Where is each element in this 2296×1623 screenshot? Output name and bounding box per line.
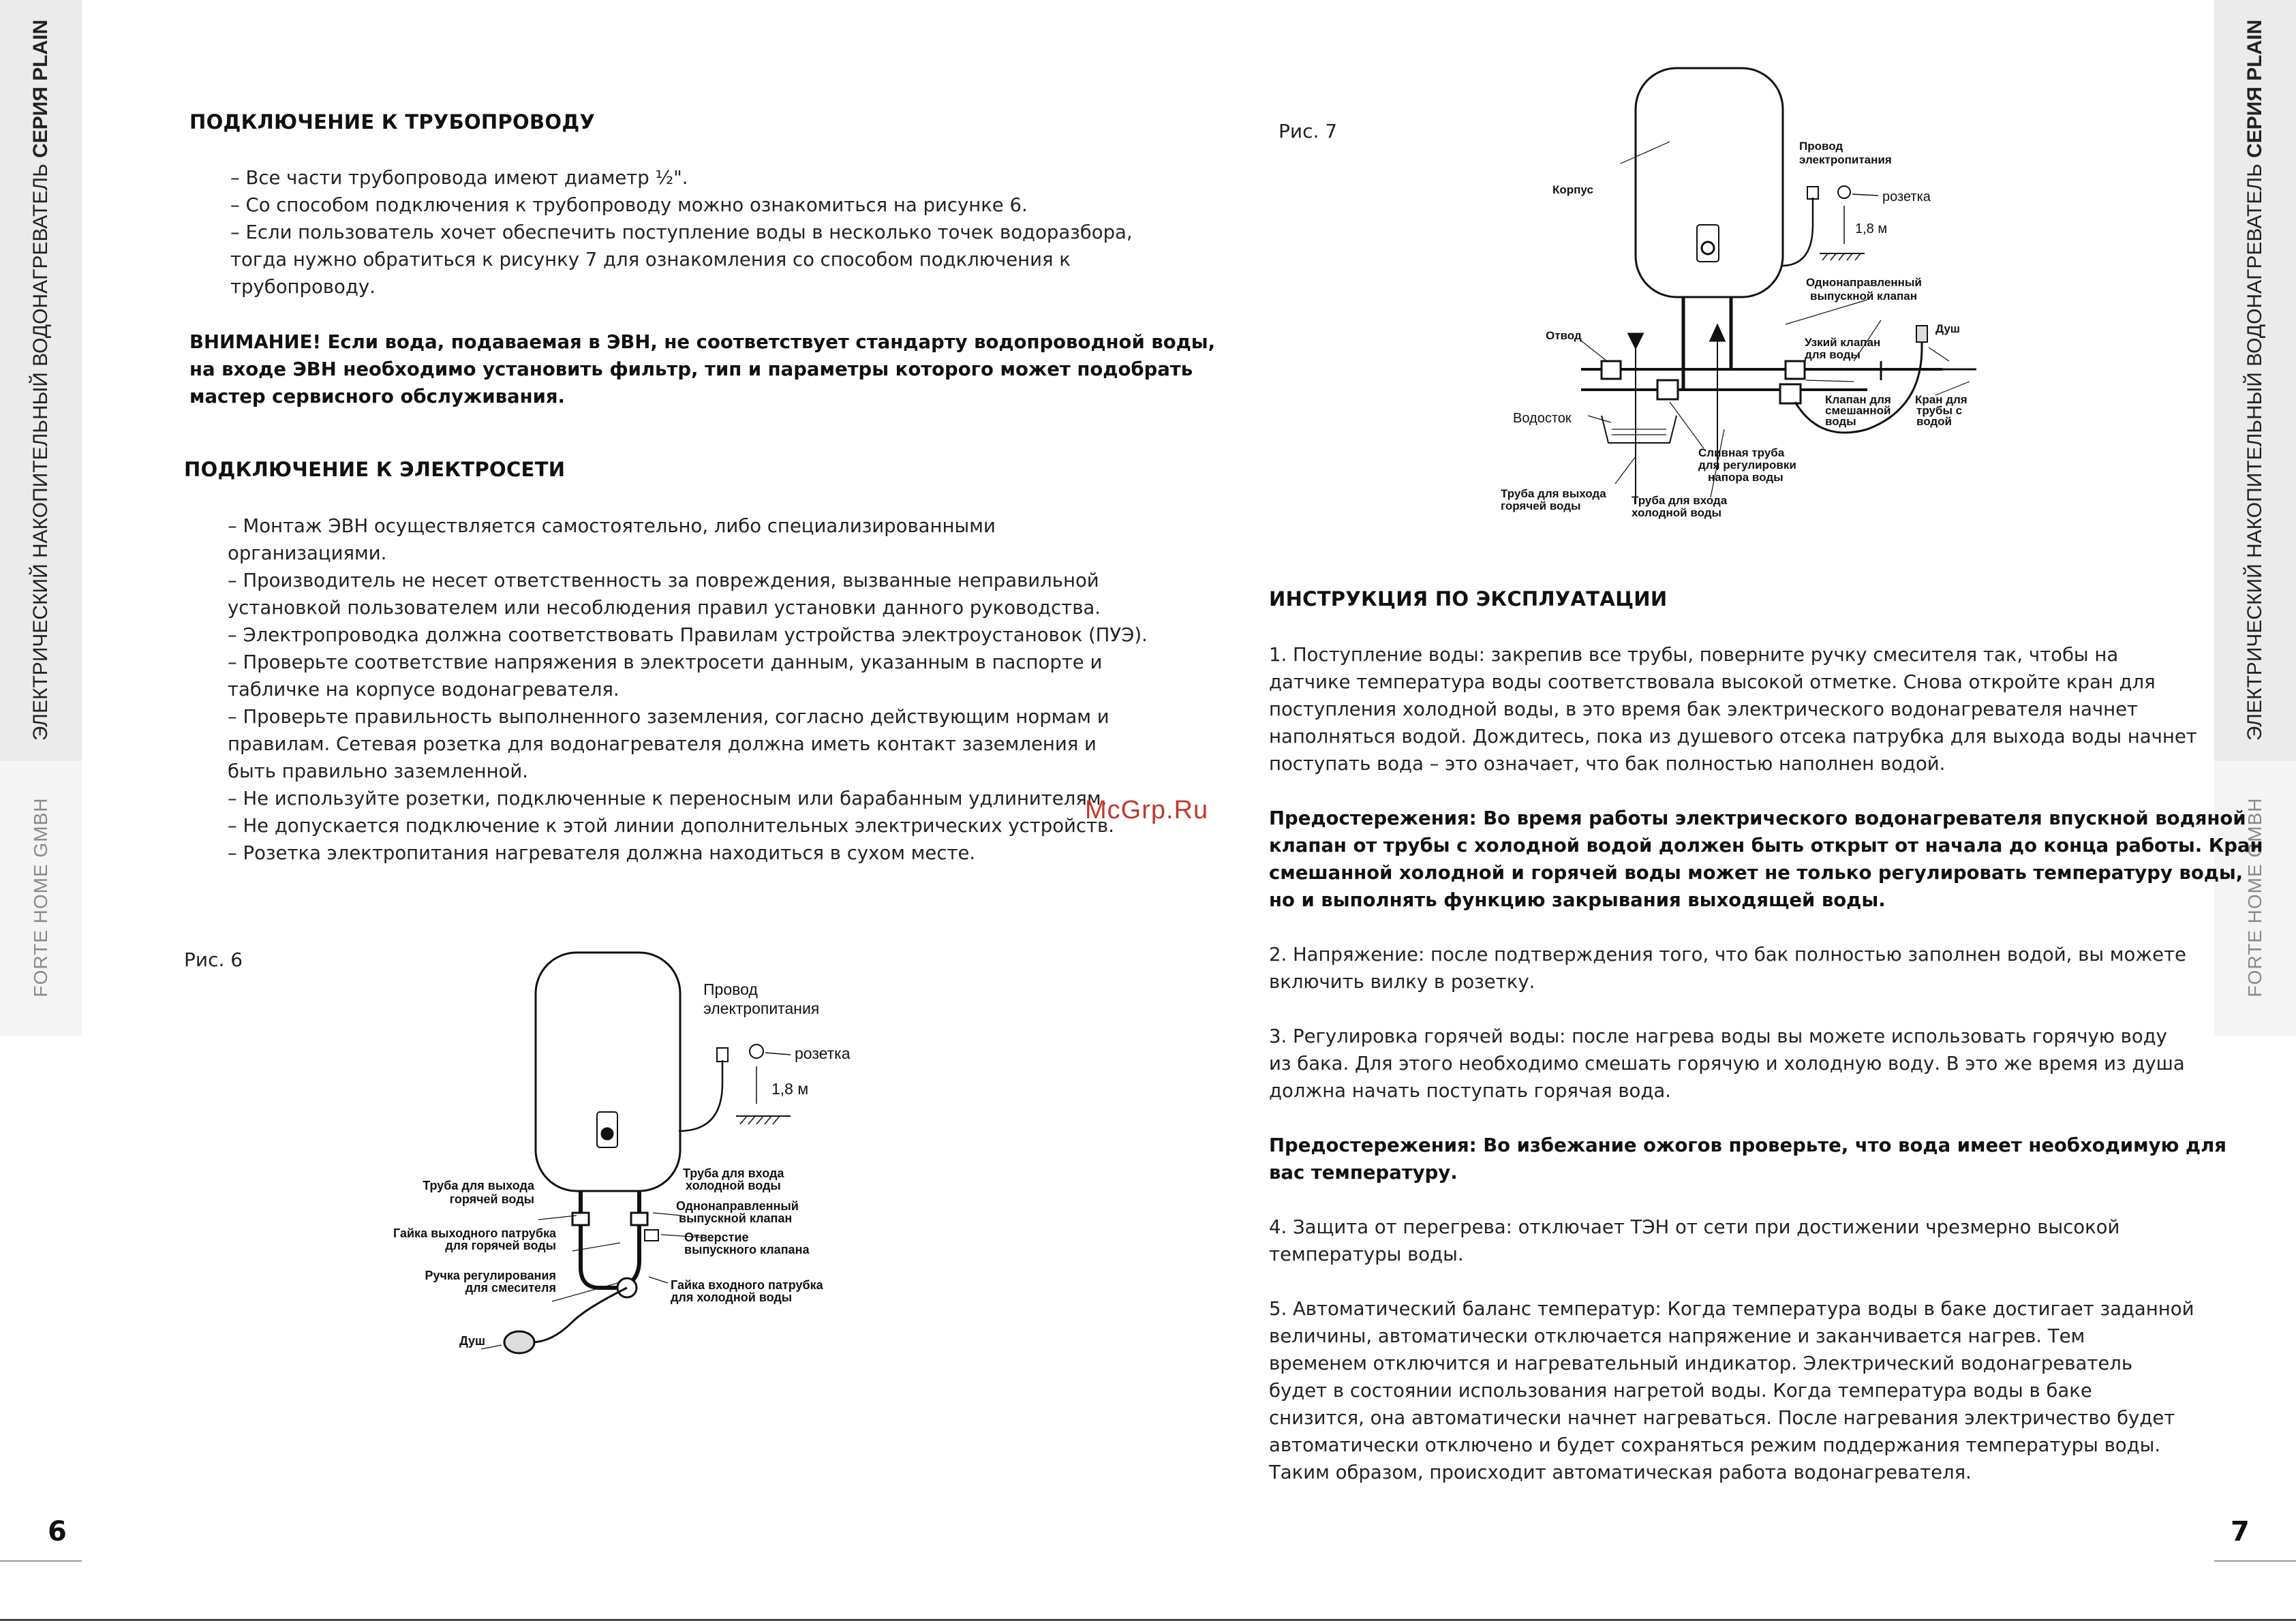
fig7-hot-out-2: горячей воды <box>1501 499 1581 512</box>
sidebar-title-band <box>0 0 82 761</box>
fig7-cold-in-2: холодной воды <box>1632 506 1722 519</box>
bottom-rule <box>0 1619 2296 1621</box>
piping-line: – Со способом подключения к трубопроводу можно ознакомиться на рисунке 6. <box>230 194 1028 216</box>
fig7-drain-label: Водосток <box>1513 411 1572 426</box>
fig7-drain-pipe-2: для регулировки <box>1698 459 1796 472</box>
fig7-height-label: 1,8 м <box>1855 221 1888 236</box>
piping-list <box>230 164 1133 300</box>
electric-line: – Розетка электропитания нагревателя должна находиться в сухом месте. <box>228 842 976 864</box>
electric-line: – Монтаж ЭВН осуществляется самостоятельно, либо специализированными <box>228 515 996 537</box>
fig6-valve-hole-2: выпускного клапана <box>684 1243 810 1256</box>
page-number-left: 6 <box>48 1516 67 1547</box>
fig6-power-cable <box>679 1060 722 1131</box>
electric-line: установкой пользователем или несоблюдения правил установки данного руководства. <box>228 597 1101 619</box>
fig6-cold-pipe <box>622 1191 639 1288</box>
fig6-socket-icon <box>750 1045 763 1058</box>
fig6-cold-nut-2: для холодной воды <box>671 1290 793 1304</box>
fig7-cold-in-1: Труба для входа <box>1632 494 1728 507</box>
fig6-socket-label: розетка <box>795 1045 851 1062</box>
operation-p2 <box>1269 941 2186 995</box>
op-line: снизится, она автоматически начнет нагреваться. После нагревания электричество будет <box>1269 1407 2175 1429</box>
fig7-tap-2: трубы с <box>1916 404 1963 417</box>
sidebar-title <box>29 20 52 741</box>
op-warning-line: клапан от трубы с холодной водой должен быть открыт от начала до конца работы. Кран <box>1269 835 2263 856</box>
fig6-hot-out-2: горячей воды <box>449 1192 534 1206</box>
fig7-power-cable <box>1781 198 1813 266</box>
fig7-drain-pipe-3: напора воды <box>1708 471 1784 484</box>
fig6-height-label: 1,8 м <box>771 1080 809 1098</box>
op-line: 5. Автоматический баланс температур: Когда температура воды в баке достигает заданной <box>1269 1298 2194 1320</box>
op-line: Таким образом, происходит автоматическая работа водонагревателя. <box>1269 1462 1972 1483</box>
sidebar-title-bold-right: СЕРИЯ PLAIN <box>2244 19 2266 158</box>
warning-line: на входе ЭВН необходимо установить фильтр, тип и параметры которого может подобрать <box>189 358 1193 380</box>
operation-warning-1 <box>1269 805 2263 914</box>
page-number-rule-right <box>2214 1560 2296 1562</box>
sidebar-brand-right: FORTE HOME GMBH <box>2244 797 2265 998</box>
fig6-cold-in-2: холодной воды <box>686 1179 781 1192</box>
fig7-diagram <box>1499 61 2004 538</box>
piping-line: трубопроводу. <box>230 276 376 298</box>
op-line: будет в состоянии использования нагретой воды. Когда температура воды в баке <box>1269 1380 2092 1402</box>
fig7-body-label: Корпус <box>1552 183 1593 196</box>
piping-warning <box>189 328 1215 410</box>
op-line: 3. Регулировка горячей воды: после нагрева воды вы можете использовать горячую воду <box>1269 1025 2167 1047</box>
electric-line: табличке на корпусе водонагревателя. <box>228 679 619 700</box>
fig7-branch-label: Отвод <box>1546 329 1582 342</box>
operation-title: ИНСТРУКЦИЯ ПО ЭКСПЛУАТАЦИИ <box>1269 587 1668 610</box>
left-sidebar <box>0 0 82 1594</box>
fig7-heater-tank <box>1636 68 1783 297</box>
fig7-tap-1: Кран для <box>1915 393 1968 406</box>
electric-line: – Производитель не несет ответственность за повреждения, вызванные неправильной <box>228 570 1099 591</box>
fig6-plug <box>717 1048 728 1062</box>
fig7-label: Рис. 7 <box>1279 120 1338 142</box>
electric-list <box>228 512 1148 867</box>
op-line: временем отключится и нагревательный индикатор. Электрический водонагреватель <box>1269 1352 2133 1374</box>
electric-line: быть правильно заземленной. <box>228 760 528 782</box>
fig7-check-valve-2: выпускной клапан <box>1810 290 1918 303</box>
electric-line: – Проверьте соответствие напряжения в электросети данным, указанным в паспорте и <box>228 651 1103 673</box>
fig7-indicator <box>1697 225 1719 262</box>
op-line: поступления холодной воды, в это время бак электрического водонагревателя начнет <box>1269 698 2139 720</box>
fig7-socket-icon <box>1838 186 1850 198</box>
fig6-hot-pipe <box>581 1191 627 1288</box>
fig6-valve-hole-1: Отверстие <box>684 1231 749 1244</box>
op-line: наполняться водой. Дождитесь, пока из душевого отсека патрубка для выхода воды начнет <box>1269 726 2197 747</box>
fig6-cable-label-1: Провод <box>703 980 758 998</box>
op-warning-line: Предостережения: Во время работы электрического водонагревателя впускной водяной <box>1269 807 2246 829</box>
fig6-mixer-handle-2: для смесителя <box>465 1281 556 1295</box>
electric-line: организациями. <box>228 542 387 564</box>
electric-line: – Проверьте правильность выполненного заземления, согласно действующим нормам и <box>228 706 1109 728</box>
fig6-check-valve-1: Однонаправленный <box>676 1199 799 1213</box>
electric-line: правилам. Сетевая розетка для водонагревателя должна иметь контакт заземления и <box>228 733 1097 755</box>
fig6-diagram <box>368 940 927 1376</box>
fig7-mix-valve-1: Клапан для <box>1825 393 1891 406</box>
sidebar-title-right <box>2244 20 2267 741</box>
op-line: 2. Напряжение: после подтверждения того, что бак полностью заполнен водой, вы можете <box>1269 944 2186 965</box>
fig6-hot-nut-2: для горячей воды <box>445 1239 556 1252</box>
fig7-tap-3: водой <box>1916 415 1953 428</box>
operation-p1 <box>1269 641 2197 777</box>
fig6-hot-out-1: Труба для выхода <box>423 1179 534 1192</box>
fig6-label: Рис. 6 <box>184 948 243 971</box>
warning-line: ВНИМАНИЕ! Если вода, подаваемая в ЭВН, не соответствует стандарту водопроводной воды, <box>189 331 1216 353</box>
fig7-drain-pipe-1: Сливная труба <box>1698 446 1785 459</box>
electric-line: – Не используйте розетки, подключенные к переносным или барабанным удлинителям. <box>228 788 1107 809</box>
op-line: 4. Защита от перегрева: отключает ТЭН от сети при достижении чрезмерно высокой <box>1269 1216 2120 1238</box>
fig7-cable-2: электропитания <box>1799 153 1892 166</box>
op-line: поступать вода – это означает, что бак полностью наполнен водой. <box>1269 753 1946 775</box>
fig7-shower-head <box>1916 326 1927 342</box>
fig7-indicator-light <box>1702 242 1714 254</box>
electric-line: – Электропроводка должна соответствовать Правилам устройства электроустановок (ПУЭ). <box>228 624 1148 646</box>
fig6-check-valve-2: выпускной клапан <box>679 1211 793 1225</box>
piping-line: тогда нужно обратиться к рисунку 7 для ознакомления со способом подключения к <box>230 249 1071 270</box>
op-line: включить вилку в розетку. <box>1269 971 1535 993</box>
right-sidebar <box>2214 0 2296 1594</box>
fig6-indicator-light <box>602 1128 613 1139</box>
op-line: должна начать поступать горячая вода. <box>1269 1080 1671 1102</box>
sidebar-title-band-right <box>2214 0 2296 761</box>
page-number-rule-left <box>0 1560 82 1562</box>
fig6-heater-tank <box>536 953 680 1191</box>
fig7-cable-1: Провод <box>1799 140 1843 153</box>
operation-p5 <box>1269 1295 2194 1486</box>
fig6-hot-nut-1: Гайка выходного патрубка <box>393 1226 556 1240</box>
operation-p3 <box>1269 1023 2185 1104</box>
fig6-shower-label: Душ <box>459 1334 486 1348</box>
watermark: McGrp.Ru <box>1085 796 1209 824</box>
operation-p4 <box>1269 1214 2119 1268</box>
fig7-check-valve-1: Однонаправленный <box>1806 276 1922 289</box>
op-line: датчике температура воды соответствовала высокой отметке. Снова откройте кран для <box>1269 671 2156 693</box>
fig6-shower-hose <box>532 1288 627 1342</box>
op-warning-line: вас температуру. <box>1269 1162 1458 1184</box>
op-line: температуры воды. <box>1269 1243 1464 1265</box>
fig7-shower-label: Душ <box>1935 322 1960 335</box>
sidebar-title-bold: СЕРИЯ PLAIN <box>29 19 52 158</box>
sidebar-title-regular-right: ЭЛЕКТРИЧЕСКИЙ НАКОПИТЕЛЬНЫЙ ВОДОНАГРЕВАТЕЛЬ <box>2244 157 2266 741</box>
op-warning-line: но и выполнять функцию закрывания выходящей воды. <box>1269 889 1886 911</box>
fig7-narrow-valve-2: для воды <box>1805 348 1861 361</box>
electric-line: – Не допускается подключение к этой линии дополнительных электрических устройств. <box>228 815 1114 837</box>
fig6-cold-in-1: Труба для входа <box>683 1166 784 1180</box>
piping-title: ПОДКЛЮЧЕНИЕ К ТРУБОПРОВОДУ <box>189 110 596 134</box>
sidebar-title-regular: ЭЛЕКТРИЧЕСКИЙ НАКОПИТЕЛЬНЫЙ ВОДОНАГРЕВАТЕЛЬ <box>29 157 52 741</box>
fig7-mix-valve-3: воды <box>1825 415 1856 428</box>
fig7-socket-label: розетка <box>1882 189 1931 204</box>
fig6-cable-label-2: электропитания <box>703 1000 820 1017</box>
sidebar-brand-band <box>0 761 82 1036</box>
piping-line: – Все части трубопровода имеют диаметр ½". <box>230 167 688 189</box>
op-line: величины, автоматически отключается напряжение и заканчивается нагрев. Тем <box>1269 1325 2085 1347</box>
op-warning-line: Предостережения: Во избежание ожогов проверьте, что вода имеет необходимую для <box>1269 1134 2226 1156</box>
warning-line: мастер сервисного обслуживания. <box>189 386 565 407</box>
operation-warning-2 <box>1269 1132 2226 1186</box>
electric-title: ПОДКЛЮЧЕНИЕ К ЭЛЕКТРОСЕТИ <box>184 458 566 481</box>
op-line: автоматически отключено и будет сохраняться режим поддержания температуры воды. <box>1269 1434 2161 1456</box>
fig6-mixer-handle-1: Ручка регулирования <box>425 1269 556 1282</box>
fig7-narrow-valve-1: Узкий клапан <box>1805 336 1881 349</box>
fig7-mix-valve-2: смешанной <box>1825 404 1891 417</box>
piping-line: – Если пользователь хочет обеспечить поступление воды в несколько точек водоразбора, <box>230 221 1133 243</box>
op-line: из бака. Для этого необходимо смешать горячую и холодную воду. В это же время из душа <box>1269 1053 2185 1075</box>
op-line: 1. Поступление воды: закрепив все трубы, поверните ручку смесителя так, чтобы на <box>1269 644 2119 666</box>
op-warning-line: смешанной холодной и горячей воды может не только регулировать температуру воды, <box>1269 862 2244 884</box>
sidebar-brand: FORTE HOME GMBH <box>30 797 51 998</box>
fig7-hot-out-1: Труба для выхода <box>1501 487 1606 500</box>
fig6-shower-head <box>504 1331 534 1353</box>
fig6-cold-nut-1: Гайка входного патрубка <box>671 1278 823 1292</box>
page-number-right: 7 <box>2231 1516 2250 1547</box>
